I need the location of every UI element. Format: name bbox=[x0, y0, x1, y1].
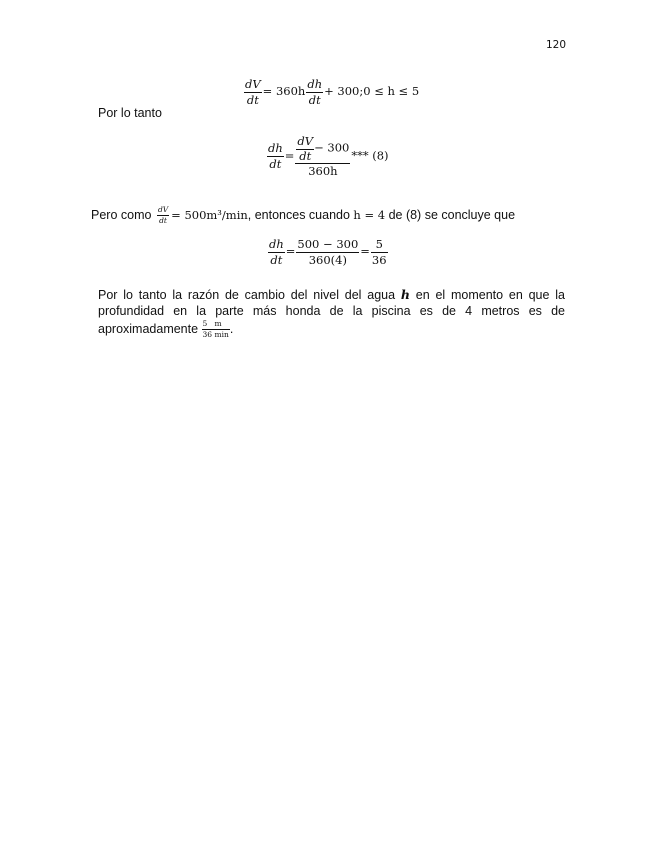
equation-8 bbox=[266, 135, 389, 178]
denominator: dt bbox=[159, 216, 167, 226]
numerator: 5 bbox=[375, 237, 383, 251]
fraction-dV-dt-small bbox=[157, 206, 169, 226]
numerator: 500 − 300 bbox=[297, 237, 359, 251]
numerator: 5 m bbox=[202, 320, 230, 330]
fraction-5-36-m-min bbox=[202, 320, 230, 340]
fraction-dh-dt bbox=[268, 238, 285, 266]
denominator: 36 min bbox=[202, 329, 229, 339]
denominator: dt bbox=[299, 148, 312, 163]
text-pero-como bbox=[91, 206, 515, 226]
minus-300: − 300 bbox=[314, 140, 350, 155]
denominator-360h: 360h bbox=[308, 164, 338, 179]
paragraph-line-3 bbox=[98, 320, 565, 340]
h-equals-4: h = 4 bbox=[353, 208, 386, 223]
denominator: dt bbox=[270, 252, 283, 267]
fraction-dh-dt bbox=[306, 78, 323, 106]
equals-sign: = bbox=[284, 148, 295, 163]
equation-tag: *** (8) bbox=[351, 148, 389, 163]
equation-rest: + 300;0 ≤ h ≤ 5 bbox=[324, 84, 420, 99]
denominator: 360(4) bbox=[308, 252, 347, 267]
text-segment: en el momento en que la bbox=[409, 288, 565, 302]
value-rate: = 500m³/min bbox=[171, 208, 248, 223]
denominator: dt bbox=[269, 156, 282, 171]
fraction-main bbox=[295, 135, 350, 178]
equation-volume-rate bbox=[243, 78, 419, 106]
paragraph-line-1 bbox=[98, 287, 565, 303]
fraction-dV-dt bbox=[244, 78, 262, 106]
conclusion-paragraph bbox=[98, 287, 565, 339]
equals-sign: = bbox=[285, 244, 296, 259]
denominator: 36 bbox=[371, 252, 387, 267]
equation-result bbox=[267, 238, 389, 266]
text-after-2: de (8) se concluye que bbox=[385, 208, 516, 223]
fraction-dV-dt-inner bbox=[296, 135, 314, 162]
fraction-computation bbox=[296, 238, 359, 266]
text-before: Pero como bbox=[91, 208, 152, 223]
numerator: dV bbox=[157, 205, 169, 214]
page-number: 120 bbox=[546, 39, 567, 51]
variable-h: h bbox=[400, 287, 410, 302]
text-por-lo-tanto: Por lo tanto bbox=[98, 106, 162, 120]
numerator: dV bbox=[245, 77, 261, 91]
denominator: dt bbox=[246, 92, 259, 107]
fraction-dh-dt bbox=[267, 142, 284, 170]
numerator: dh bbox=[269, 237, 284, 251]
denominator: dt bbox=[308, 92, 321, 107]
equation-middle: = 360h bbox=[262, 84, 306, 99]
fraction-result bbox=[371, 238, 388, 266]
numerator: dV bbox=[297, 134, 314, 148]
numerator: dh bbox=[307, 77, 323, 91]
equals-sign-2: = bbox=[360, 244, 370, 259]
text-segment: aproximadamente bbox=[98, 321, 202, 336]
text-segment: Por lo tanto la razón de cambio del nivel del agua bbox=[98, 288, 401, 302]
text-after-1: , entonces cuando bbox=[247, 208, 354, 223]
numerator: dh bbox=[268, 141, 283, 156]
paragraph-line-2: profundidad en la parte más honda de la piscina es de 4 metros es de bbox=[98, 304, 565, 319]
period: . bbox=[229, 321, 234, 336]
